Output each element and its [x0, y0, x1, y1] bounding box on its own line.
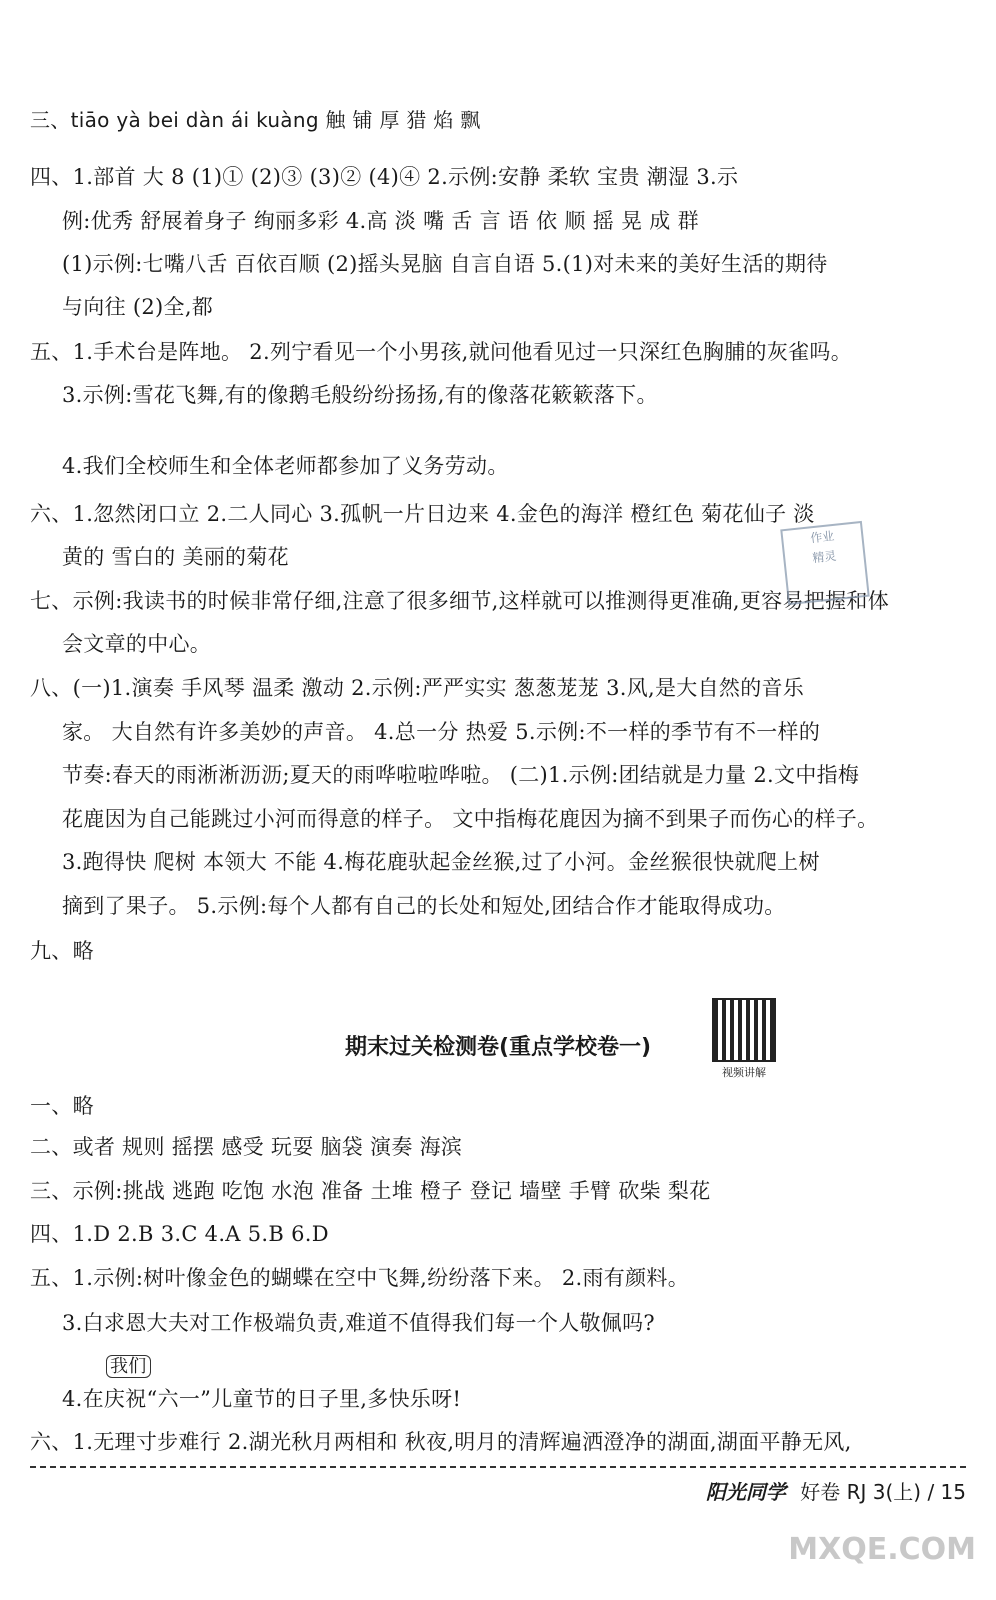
answer-line: 三、tiāo yà bei dàn ái kuàng 触 铺 厚 猎 焰 飘: [30, 108, 481, 132]
answer-line: 节奏:春天的雨淅淅沥沥;夏天的雨哗啦啦哗啦。 (二)1.示例:团结就是力量 2.文中指梅: [62, 763, 860, 787]
answer-line: 二、或者 规则 摇摆 感受 玩耍 脑袋 演奏 海滨: [30, 1135, 463, 1159]
answer-line: 3.白求恩大夫对工作极端负责,难道不值得我们每一个人敬佩吗?: [62, 1311, 655, 1335]
answer-line: 4.我们全校师生和全体老师都参加了义务劳动。: [62, 454, 509, 478]
insert-text: 我们: [106, 1355, 151, 1378]
answer-line: 六、1.无理寸步难行 2.湖光秋月两相和 秋夜,明月的清辉遍洒澄净的湖面,湖面平静无风,: [30, 1430, 852, 1454]
answer-line: 3.示例:雪花飞舞,有的像鹅毛般纷纷扬扬,有的像落花簌簌落下。: [62, 383, 658, 407]
answer-line: 三、示例:挑战 逃跑 吃饱 水泡 准备 土堆 橙子 登记 墙壁 手臂 砍柴 梨花: [30, 1179, 711, 1203]
answer-line: 七、示例:我读书的时候非常仔细,注意了很多细节,这样就可以推测得更准确,更容易把握和体: [30, 589, 889, 613]
stamp-text: 精灵: [811, 548, 838, 566]
divider: [30, 1466, 966, 1468]
answer-line: 一、略: [30, 1094, 94, 1118]
answer-line: 八、(一)1.演奏 手风琴 温柔 激动 2.示例:严严实实 葱葱茏茏 3.风,是大自然的音乐: [30, 676, 805, 700]
answer-line: 四、1.部首 大 8 (1)① (2)③ (3)② (4)④ 2.示例:安静 柔软 宝贵 潮湿 3.示: [30, 165, 739, 189]
insert-mark: [106, 1352, 972, 1378]
answer-line: 摘到了果子。 5.示例:每个人都有自己的长处和短处,团结合作才能取得成功。: [62, 894, 786, 918]
page-label: 好卷 RJ 3(上) / 15: [800, 1480, 966, 1504]
answer-line: 家。 大自然有许多美妙的声音。 4.总一分 热爱 5.示例:不一样的季节有不一样的: [62, 720, 821, 744]
stamp-text: 作业: [809, 528, 835, 546]
answer-line: 花鹿因为自己能跳过小河而得意的样子。 文中指梅花鹿因为摘不到果子而伤心的样子。: [62, 807, 879, 831]
qr-label: 视频讲解: [722, 1066, 766, 1079]
answer-line: 3.跑得快 爬树 本领大 不能 4.梅花鹿驮起金丝猴,过了小河。金丝猴很快就爬上树: [62, 850, 820, 874]
answer-line: 例:优秀 舒展着身子 绚丽多彩 4.高 淡 嘴 舌 言 语 依 顺 摇 晃 成 群: [62, 209, 699, 233]
answer-line: 四、1.D 2.B 3.C 4.A 5.B 6.D: [30, 1222, 329, 1246]
watermark: MXQE.COM: [788, 1532, 976, 1567]
answer-line: 五、1.手术台是阵地。 2.列宁看见一个小男孩,就问他看见过一只深红色胸脯的灰雀吗。: [30, 340, 853, 364]
section-title: 期末过关检测卷(重点学校卷一): [344, 1035, 652, 1060]
brand-logo: 阳光同学: [705, 1480, 786, 1504]
answer-line: 4.在庆祝“六一”儿童节的日子里,多快乐呀!: [62, 1387, 462, 1411]
qr-code-icon[interactable]: [712, 998, 776, 1062]
answer-line: 会文章的中心。: [62, 632, 212, 656]
answer-line: 与向往 (2)全,都: [62, 295, 214, 319]
answer-line: 五、1.示例:树叶像金色的蝴蝶在空中飞舞,纷纷落下来。 2.雨有颜料。: [30, 1266, 689, 1290]
answer-line: 六、1.忽然闭口立 2.二人同心 3.孤帆一片日边来 4.金色的海洋 橙红色 菊花仙子 淡: [30, 502, 815, 526]
answer-line: (1)示例:七嘴八舌 百依百顺 (2)摇头晃脑 自言自语 5.(1)对未来的美好生活的期待: [62, 252, 828, 276]
answer-line: 九、略: [30, 939, 94, 963]
answer-line: 黄的 雪白的 美丽的菊花: [62, 545, 289, 569]
stamp: [780, 521, 869, 605]
page-footer: [706, 1476, 966, 1505]
